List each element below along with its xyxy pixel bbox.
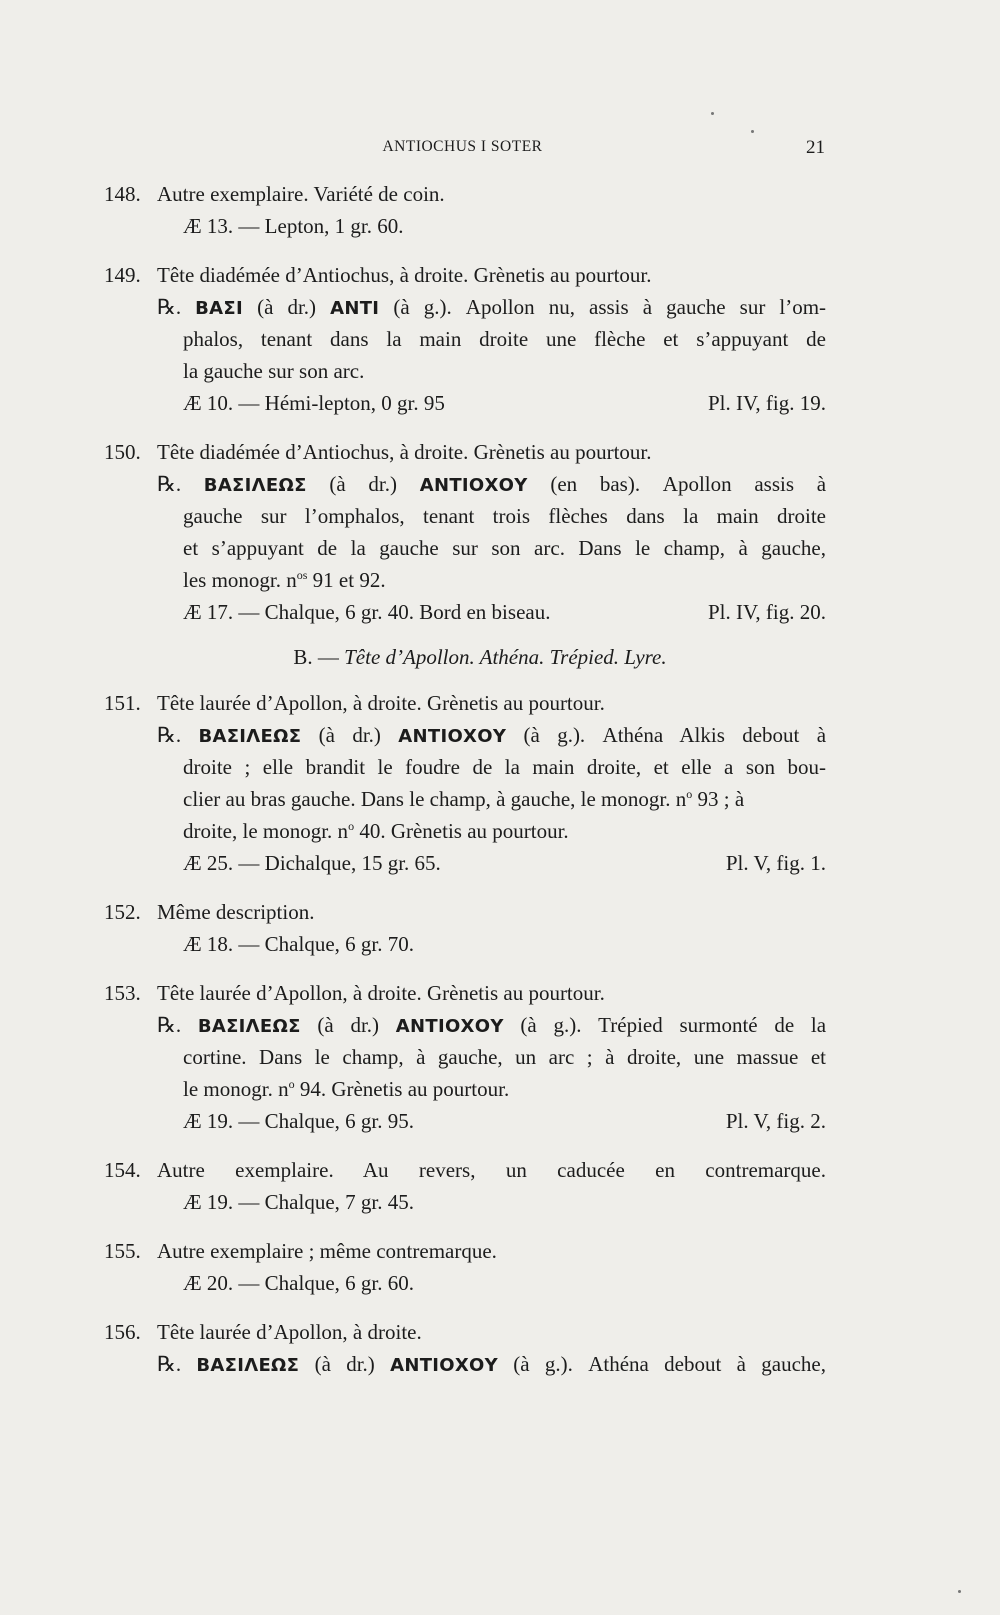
entry-number: 154. [104,1158,141,1182]
section-heading [104,641,826,673]
entry-measure: Æ 19. — Chalque, 6 gr. 95. [183,1109,414,1133]
entry-description: Autre exemplaire ; même contremarque. [157,1239,497,1263]
reverse-symbol: ℞. [157,1013,182,1037]
entry-number: 151. [104,691,141,715]
entry-153: 153. Tête laurée d’Apollon, à droite. Grènetis au pourtour. ℞. ΒΑΣΙΛΕΩΣ (à dr.) ΑΝΤΙΟΧΟΥ (à g.). Trépied surmonté de la cortine. Dans le champ, à gauche, un arc ; à droite, une massue et le monogr. $n^o$ 94. Grènetis au pourtour. Æ 19. — Chalque, 6 gr. 95. Pl. V, fig. 2. [104,977,826,1137]
reverse-line: ℞. ΒΑΣΙΛΕΩΣ (à dr.) ΑΝΤΙΟΧΟΥ (à g.). Athéna debout à gauche, [157,1352,826,1376]
entry-150: 150. Tête diadémée d’Antiochus, à droite. Grènetis au pourtour. ℞. ΒΑΣΙΛΕΩΣ (à dr.) ΑΝΤΙΟΧΟΥ (en bas). Apollon assis à gauche sur l’omphalos, tenant trois flèches dans la main droite et s’appuyant de la gauche sur son arc. Dans le champ, à gauche, les monogr. $n^{os}$ 91 et 92. Æ 17. — Chalque, 6 gr. 40. Bord en biseau. Pl. IV, fig. 20. [104,436,826,628]
reverse-line: ℞. ΒΑΣΙ (à dr.) ΑΝΤΙ (à g.). Apollon nu, assis à gauche sur l’om- [157,295,827,319]
entry-measure: Æ 13. — Lepton, 1 gr. 60. [183,214,404,238]
greek-legend: ΒΑΣΙΛΕΩΣ [203,475,307,496]
entry-154 [104,1154,826,1218]
entry-measure: Æ 10. — Hémi-lepton, 0 gr. 95 [183,391,445,415]
greek-legend: ΑΝΤΙΟΧΟΥ [390,1355,498,1376]
reverse-symbol: ℞. [157,472,182,496]
greek-legend: ΒΑΣΙΛΕΩΣ [196,1355,300,1376]
entry-measure: Æ 18. — Chalque, 6 gr. 70. [183,932,414,956]
greek-legend: ΒΑΣΙ [195,298,243,319]
entry-156 [104,1316,826,1380]
entry-number: 156. [104,1320,141,1344]
running-title: ANTIOCHUS I SOTER [382,138,543,155]
entry-151: 151. Tête laurée d’Apollon, à droite. Grènetis au pourtour. ℞. ΒΑΣΙΛΕΩΣ (à dr.) ΑΝΤΙΟΧΟΥ (à g.). Athéna Alkis debout à droite ; elle brandit le foudre de la main droite, et elle a son bou- clier au bras gauche. Dans le champ, à gauche, le monogr. $n^o$ 93 ; à droite, le monogr. $n^o$ 40. Grènetis au pourtour. Æ 25. — Dichalque, 15 gr. 65. Pl. V, fig. 1. [104,687,826,879]
entry-text: et s’appuyant de la gauche sur son arc. Dans le champ, à gauche, [183,536,826,560]
entry-measure: Æ 19. — Chalque, 7 gr. 45. [183,1190,414,1214]
entry-description: Tête laurée d’Apollon, à droite. Grènetis au pourtour. [157,981,605,1005]
greek-legend: ΒΑΣΙΛΕΩΣ [197,1016,301,1037]
reverse-line: ℞. ΒΑΣΙΛΕΩΣ (à dr.) ΑΝΤΙΟΧΟΥ (à g.). Athéna Alkis debout à [157,723,827,747]
entry-description: Tête laurée d’Apollon, à droite. [157,1320,422,1344]
entry-number: 150. [104,440,141,464]
greek-legend: ΑΝΤΙΟΧΟΥ [419,475,528,496]
entry-155 [104,1235,826,1299]
entry-152 [104,896,826,960]
entry-number: 153. [104,981,141,1005]
entry-text: droite, le monogr. n [183,819,349,843]
plate-reference: Pl. IV, fig. 20. [707,600,826,624]
entry-number: 148. [104,182,141,206]
entry-text: la gauche sur son arc. [183,359,365,383]
catalogue-body [104,178,826,1397]
entry-description: Tête diadémée d’Antiochus, à droite. Grènetis au pourtour. [157,440,652,464]
reverse-symbol: ℞. [157,295,182,319]
entry-number: 152. [104,900,141,924]
entry-148 [104,178,826,242]
section-title: Tête d’Apollon. Athéna. Trépied. Lyre. [344,645,667,669]
entry-149 [104,259,826,419]
speck [958,1590,961,1593]
entry-text: le monogr. n [183,1077,289,1101]
entry-text: les monogr. n [183,568,297,592]
reverse-symbol: ℞. [157,1352,182,1376]
entry-description: Tête laurée d’Apollon, à droite. Grènetis au pourtour. [157,691,605,715]
entry-measure: Æ 17. — Chalque, 6 gr. 40. Bord en biseau. [183,600,551,624]
entry-text: clier au bras gauche. Dans le champ, à gauche, le monogr. n [183,787,687,811]
entry-description: Même description. [157,900,315,924]
reverse-line: ℞. ΒΑΣΙΛΕΩΣ (à dr.) ΑΝΤΙΟΧΟΥ (en bas). Apollon assis à [157,472,827,496]
reverse-symbol: ℞. [157,723,182,747]
speck [711,112,714,115]
plate-reference: Pl. V, fig. 1. [725,851,826,875]
plate-reference: Pl. V, fig. 2. [725,1109,826,1133]
reverse-line: ℞. ΒΑΣΙΛΕΩΣ (à dr.) ΑΝΤΙΟΧΟΥ (à g.). Trépied surmonté de la [157,1013,827,1037]
entry-text: phalos, tenant dans la main droite une flèche et s’appuyant de [183,327,826,351]
entry-measure: Æ 25. — Dichalque, 15 gr. 65. [183,851,441,875]
entry-description: Autre exemplaire. Variété de coin. [157,182,445,206]
entry-text: cortine. Dans le champ, à gauche, un arc ; à droite, une massue et [183,1045,826,1069]
page-number: 21 [806,137,825,158]
running-header [100,138,825,162]
entry-text: gauche sur l’omphalos, tenant trois flèches dans la main droite [183,504,826,528]
greek-legend: ΒΑΣΙΛΕΩΣ [198,726,302,747]
speck [751,130,754,133]
greek-legend: ΑΝΤΙΟΧΟΥ [398,726,507,747]
entry-measure: Æ 20. — Chalque, 6 gr. 60. [183,1271,414,1295]
entry-description: Tête diadémée d’Antiochus, à droite. Grènetis au pourtour. [157,263,652,287]
entry-description: Autre exemplaire. Au revers, un caducée en contremarque. [157,1158,826,1182]
entry-number: 149. [104,263,141,287]
section-letter: B. — [293,645,339,669]
entry-text: droite ; elle brandit le foudre de la main droite, et elle a son bou- [183,755,826,779]
greek-legend: ΑΝΤΙΟΧΟΥ [395,1016,504,1037]
entry-number: 155. [104,1239,141,1263]
greek-legend: ΑΝΤΙ [330,298,380,319]
plate-reference: Pl. IV, fig. 19. [707,391,826,415]
